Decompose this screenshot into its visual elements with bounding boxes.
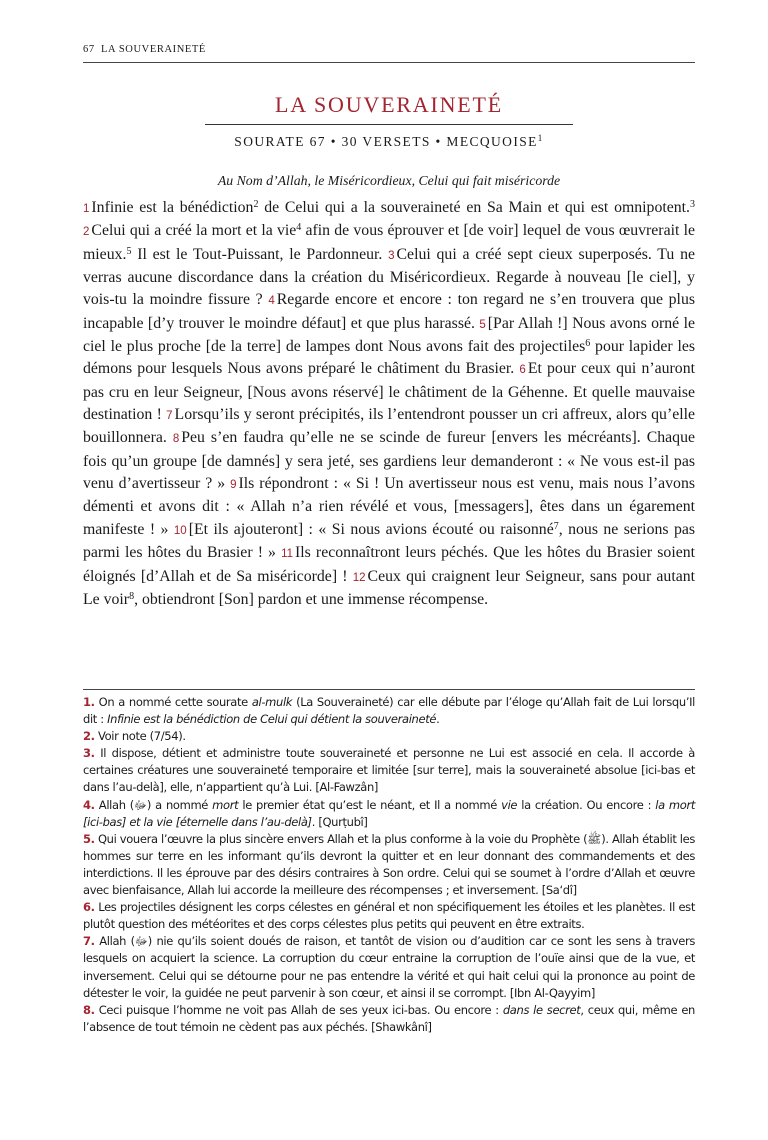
footnote-text: Les projectiles désignent les corps célestes en général et non spécifiquement les étoiles et les planètes. Il est plutôt question des météorites et des corps célestes plus petits qui peuvent en être extraits. bbox=[83, 900, 695, 932]
verse-number: 8 bbox=[172, 433, 180, 446]
footnote-text: mort bbox=[212, 797, 239, 812]
footnote-text: Allah (ﷻ) a nommé bbox=[98, 797, 213, 812]
footnote-source: [Al-Fawzân] bbox=[315, 780, 379, 795]
verse-text: , nous ne serions pas parmi les hôtes du Brasier ! » bbox=[83, 520, 696, 562]
footnote-text: le premier état qu’est le néant, et Il a nommé bbox=[238, 797, 502, 812]
verse-number: 1 bbox=[83, 203, 90, 215]
footnote-number: 1. bbox=[83, 695, 95, 709]
footnote bbox=[83, 831, 695, 899]
verse-text: Infinie est la bénédiction bbox=[91, 199, 254, 216]
verse-number: 5 bbox=[479, 318, 486, 331]
verse-text: de Celui qui a la souveraineté en Sa Main et qui est omnipotent. bbox=[258, 199, 690, 216]
subtitle-note-ref: 1 bbox=[537, 133, 544, 143]
verse-text: Ils reconnaîtront leurs péchés. Que les hôtes du Brasier soient éloignés [d’Allah et de Sa miséricorde] ! bbox=[83, 544, 696, 585]
verse-number: 11 bbox=[281, 548, 294, 561]
footnote bbox=[83, 1002, 695, 1036]
footnote-text: Voir note (7/54). bbox=[97, 729, 186, 744]
footnote-source: [Sa‘dî] bbox=[541, 883, 577, 898]
footnote-number: 8. bbox=[83, 1002, 95, 1017]
verse-text: Et pour ceux qui n’auront pas cru en leur Seigneur, [Nous avons réservé] le châtiment de la Géhenne. Et quelle mauvaise destination ! bbox=[83, 360, 695, 424]
footnote-text: On a nommé cette sourate bbox=[98, 695, 252, 709]
verse-text: Ils répondront : « Si ! Un avertisseur nous est venu, mais nous l’avons démenti et avons dit : « Allah n’a rien révélé et vous, [messagers], êtes dans un égarement manifeste ! » bbox=[83, 475, 695, 538]
footnote-text: la création. Ou encore : bbox=[517, 797, 656, 812]
verse-number: 9 bbox=[230, 479, 237, 492]
verse-text: [Par Allah !] Nous avons orné le ciel le plus proche [de la terre] de lampes dont Nous avons fait des projectiles bbox=[83, 314, 696, 356]
verse-text: afin de vous éprouver et [de voir] lequel de vous œuvrerait le mieux. bbox=[83, 222, 695, 263]
footnote bbox=[83, 694, 695, 728]
page-number: 67 bbox=[83, 44, 95, 55]
surah-subtitle bbox=[83, 133, 695, 150]
surah-title: LA SOUVERAINETÉ bbox=[274, 92, 504, 117]
verse-number: 4 bbox=[268, 295, 275, 308]
verse-text: Il est le Tout-Puissant, le Pardonneur. bbox=[131, 245, 383, 263]
footnote-ref: 8 bbox=[129, 590, 135, 602]
verse-text: Ceux qui craignent leur Seigneur, sans pour autant Le voir bbox=[83, 567, 696, 608]
footnotes-divider bbox=[83, 689, 695, 690]
footnote-ref: 7 bbox=[553, 520, 559, 532]
footnote-number: 2. bbox=[83, 729, 95, 744]
verse-number: 3 bbox=[388, 249, 395, 262]
footnote bbox=[83, 745, 695, 796]
footnote-text: . bbox=[311, 814, 319, 829]
verse-number: 7 bbox=[166, 410, 173, 423]
footnote-number: 4. bbox=[83, 797, 95, 812]
footnote-number: 6. bbox=[83, 900, 95, 915]
footnote-text: Ceci puisque l’homme ne voit pas Allah de ses yeux ici-bas. Ou encore : bbox=[98, 1002, 503, 1017]
footnote-ref: 5 bbox=[126, 245, 132, 257]
footnote-number: 5. bbox=[83, 831, 95, 846]
verse-number: 12 bbox=[352, 571, 366, 584]
footnote-text: (La Souveraineté) car elle débute par l’éloge qu’Allah fait de Lui lorsqu’Il dit : bbox=[83, 695, 696, 727]
running-title: LA SOUVERAINETÉ bbox=[101, 44, 206, 55]
footnote-text: Infinie est la bénédiction de Celui qui détient la souveraineté bbox=[107, 712, 437, 727]
verse-number: 10 bbox=[173, 524, 187, 537]
footnote-source: [Qurṭubî] bbox=[318, 814, 368, 829]
footnote-text: vie bbox=[501, 797, 518, 812]
verse-text: Celui qui a créé la mort et la vie bbox=[91, 222, 297, 240]
title-divider bbox=[205, 124, 573, 125]
footnote bbox=[83, 933, 695, 1001]
subtitle-text: SOURATE 67 • 30 VERSETS • MECQUOISE bbox=[234, 134, 538, 149]
footnote-number: 3. bbox=[83, 746, 95, 761]
running-header bbox=[83, 40, 695, 63]
footnote-text: . bbox=[436, 712, 440, 727]
footnote-ref: 4 bbox=[296, 222, 302, 234]
verse-text: Regarde encore et encore : ton regard ne s’en trouvera que plus incapable [d’y trouver le moindre défaut] et que plus harassé. bbox=[83, 291, 695, 332]
verse-text: Lorsqu’ils y seront précipités, ils l’entendront pousser un cri affreux, alors qu’elle bouillonnera. bbox=[83, 406, 696, 447]
verse-text: pour lapider les démons pour lesquels Nous avons préparé le châtiment du Brasier. bbox=[83, 338, 695, 378]
verse-text: , obtiendront [Son] pardon et une immense récompense. bbox=[134, 590, 489, 608]
footnote-text: Qui vouera l’œuvre la plus sincère envers Allah et la plus conforme à la voie du Prophète (ﷺ). Allah établit les hommes sur terre en les informant qu’ils devront la quitter et en leur donnant des commandements et des interdictions. Il les éprouve par des désirs contraires à Son ordre. Celui qui se soumet à l’ordre d’Allah et œuvre avec bienfaisance, Allah lui accorde la meilleure des récompenses ; et inversement. bbox=[83, 831, 696, 898]
footnote-ref: 2 bbox=[253, 199, 259, 210]
verse-number: 6 bbox=[519, 364, 526, 377]
footnote bbox=[83, 797, 695, 831]
footnote-ref: 3 bbox=[689, 199, 695, 210]
verse-text: Celui qui a créé sept cieux superposés. Tu ne verras aucune discordance dans la création du Miséricordieux. Regarde à nouveau [le ciel], y vois-tu la moindre fissure ? bbox=[83, 245, 695, 309]
footnote-text: al-mulk bbox=[251, 695, 293, 709]
verse-text: [Et ils ajouteront] : « Si nous avions écouté ou raisonné bbox=[188, 520, 554, 538]
footnote-text: Allah (ﷻ) nie qu’ils soient doués de raison, et tantôt de vision ou d’audition car ce sont les sens à travers lesquels on acquiert la science. La corruption du cœur entraine la corruption de l’ouïe ainsi que de la vue, et inversement. Celui qui se détourne pour ne pas entendre la vérité et qui hait celui qui la prononce au point de détester le voir, la guidée ne peut parvenir à son cœur, et ainsi il se corrompt. bbox=[83, 934, 695, 1000]
footnote-source: [Ibn Al-Qayyim] bbox=[509, 985, 595, 1000]
footnotes bbox=[83, 694, 695, 1036]
verse-number: 2 bbox=[83, 226, 90, 239]
verses-text bbox=[83, 197, 695, 611]
footnote-ref: 6 bbox=[585, 338, 591, 350]
footnote-source: [Shawkânî] bbox=[371, 1019, 432, 1034]
footnote-text: la mort [ici-bas] et la vie [éternelle dans l’au-delà] bbox=[83, 797, 695, 829]
verse-text: Peu s’en faudra qu’elle ne se scinde de fureur [envers les mécréants]. Chaque fois qu’un groupe [de damnés] y sera jeté, ses gardiens leur demanderont : « Ne vous est-il pas venu d’avertisseur ? » bbox=[83, 429, 695, 493]
footnote-text: Il dispose, détient et administre toute souveraineté et personne ne Lui est associé en cela. Il accorde à certaines créatures une souveraineté temporaire et limitée [sur terre], mais la souveraineté absolue [ici-bas et dans l’au-delà], elle, n’appartient qu’à Lui. bbox=[83, 746, 695, 795]
basmala: Au Nom d’Allah, le Miséricordieux, Celui qui fait miséricorde bbox=[217, 173, 561, 188]
footnote-text: dans le secret bbox=[502, 1002, 581, 1017]
footnote-number: 7. bbox=[83, 934, 95, 949]
footnote bbox=[83, 899, 695, 933]
footnote bbox=[83, 728, 695, 745]
footnote-text: , ceux qui, même en l’absence de tout témoin ne cèdent pas aux péchés. bbox=[83, 1002, 695, 1034]
